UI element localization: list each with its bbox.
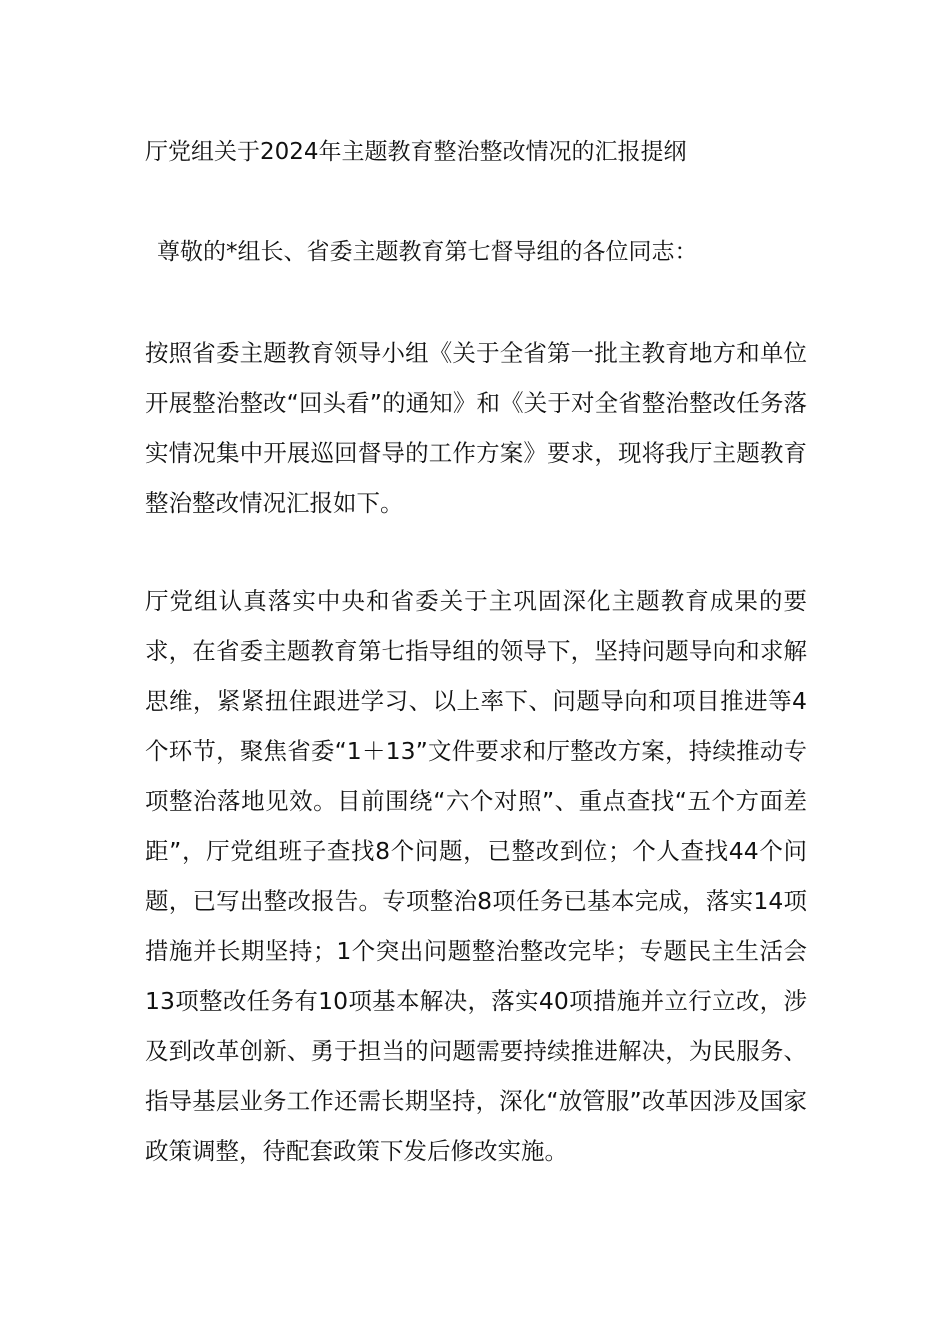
document-title: 厅党组关于2024年主题教育整治整改情况的汇报提纲 [145, 139, 687, 165]
salutation: 尊敬的*组长、省委主题教育第七督导组的各位同志： [157, 239, 698, 265]
paragraph-summary: 厅党组认真落实中央和省委关于主巩固深化主题教育成果的要求，在省委主题教育第七指导组的领导下，坚持问题导向和求解思维，紧紧扭住跟进学习、以上率下、问题导向和项目推进等4个环节，聚焦省委“1＋13”文件要求和厅整改方案，持续推动专项整治落地见效。目前围绕“六个对照”、重点查找“五个方面差距”，厅党组班子查找8个问题，已整改到位；个人查找44个问题，已写出整改报告。专项整治8项任务已基本完成，落实14项措施并长期坚持；1个突出问题整治整改完毕；专题民主生活会13项整改任务有10项基本解决，落实40项措施并立行立改，涉及到改革创新、勇于担当的问题需要持续推进解决，为民服务、指导基层业务工作还需长期坚持，深化“放管服”改革因涉及国家政策调整，待配套政策下发后修改实施。 [145, 587, 807, 1165]
paragraph-intro: 按照省委主题教育领导小组《关于全省第一批主教育地方和单位开展整治整改“回头看”的通知》和《关于对全省整治整改任务落实情况集中开展巡回督导的工作方案》要求，现将我厅主题教育整治整改情况汇报如下。 [145, 339, 807, 517]
